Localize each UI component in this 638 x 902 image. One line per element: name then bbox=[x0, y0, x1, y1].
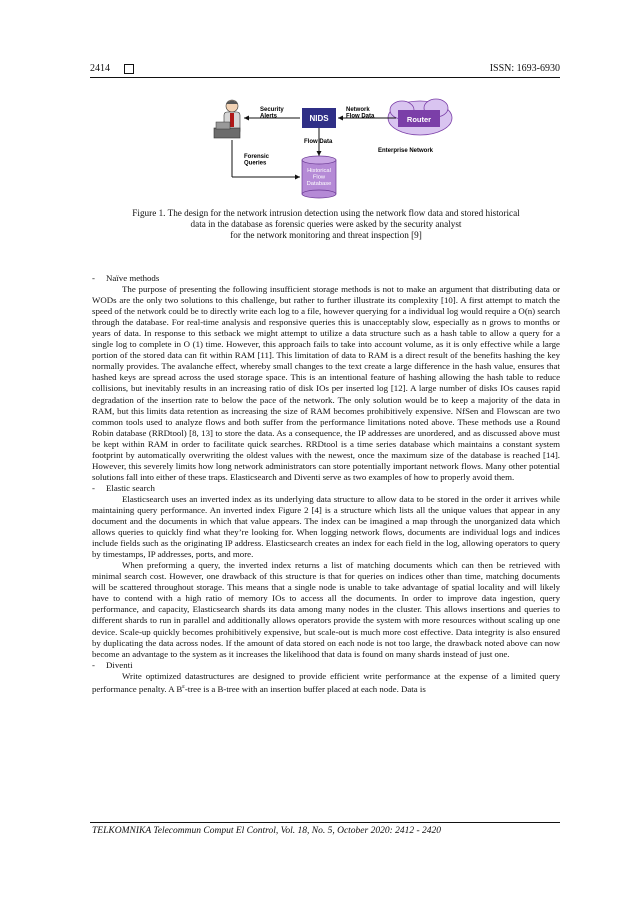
security-alerts-label: Security Alerts bbox=[260, 107, 284, 120]
square-glyph bbox=[124, 64, 134, 74]
paragraph: Write optimized datastructures are designed to provide efficient write performance at the expense of a limited query performance penalty. A $B^\varepsilon$-tree is a B-tree with an insertion buffer placed at each node. Data is bbox=[92, 670, 560, 694]
nids-label: NIDS bbox=[309, 114, 329, 123]
page-number: 2414 bbox=[90, 63, 110, 74]
header-rule bbox=[90, 77, 560, 78]
section-heading-diventi: - Diventi bbox=[92, 659, 133, 670]
body-text bbox=[92, 273, 560, 695]
nids-architecture-diagram bbox=[212, 94, 458, 206]
paragraph: Elasticsearch uses an inverted index as its underlying data structure to allow data to be stored in the order it arrives while maintaining query performance. An inverted index Figure 2 [4] is a structure which lists all the unique values that appear in any document and the documents in which that value appears. The index can be imagined a map through the unorganized data which allows queries to quickly find what they’re looking for. When logging network flows, documents are individual logs and indices include fields such as the originating IP address. Elasticsearch creates an index for each field in the log, allowing operators to query by timestamps, IP addresses, ports, and more. bbox=[92, 493, 560, 560]
historical-db-label: Historical Flow Database bbox=[306, 168, 332, 187]
figure-caption bbox=[92, 208, 560, 241]
flow-data-label: Flow Data bbox=[304, 139, 333, 145]
page-footer: TELKOMNIKA Telecommun Comput El Control, Vol. 18, No. 5, October 2020: 2412 - 2420 bbox=[92, 826, 442, 836]
footer-rule bbox=[90, 822, 560, 823]
caption-line: Figure 1. The design for the network intrusion detection using the network flow data and stored historical bbox=[132, 208, 520, 218]
page-header bbox=[90, 63, 560, 77]
forensic-queries-label: Forensic Queries bbox=[244, 154, 270, 167]
caption-line: data in the database as forensic queries were asked by the security analyst bbox=[190, 219, 462, 229]
paragraph: The purpose of presenting the following insufficient storage methods is not to make an argument that distributing data or WODs are the only two solutions to this challenge, but rather to further illustrate its complexity [10]. A first attempt to match the speed of the network could be to directly write each log to a file, however querying for a individual log would require a O(n) search through the database. For real-time analysis and responsive queries this is unacceptably slow, especially as n grows to months or years of data. In response to this setback we might attempt to utilize a data structure such as a hash table to allow a query for a single log to complete in O (1) time. However, this approach fails to take into account volume, as it is only effective while a large portion of the stored data can fit within RAM [11]. This limitation of data to RAM is a direct result of the benefits hashing the key normally provides. The avalanche effect, whereby small changes to the text create a large difference in the hash value, ensures that hashed keys are spread across the used storage space. This is an intentional feature of hashing allowing the hash table to reduce collisions, but inevitably results in an increasing ratio of disk IOs per inserted log [12]. A large number of disks IOs causes rapid degradation of the insertion rate to below the pace of the network. The only solution would be to keep a majority of the data in RAM, but this limits data retention as increasing the size of RAM becomes prohibitively expensive. NfSen and Flowscan are two common tools used to analyze flows and both suffer from the performance limitations noted above. These methods use a Round Robin database (RRDtool) [8, 13] to store the data. As a consequence, the IP addresses are unordered, and as discussed above must be kept within RAM in order to facilitate quick searches. RRDtool is a time series database which maintains a constant system footprint by automatically overwriting the oldest values with the newest, once the maximum size of the database is reached [14]. However, this severely limits how long network administrators can store potentially important network flows. Many other potential solutions fall into either of these traps. Elasticsearch and Diventi serve as two examples of how to properly avoid them. bbox=[92, 284, 560, 482]
section-heading-naive: - Naïve methods bbox=[92, 273, 160, 283]
figure-1 bbox=[212, 94, 458, 206]
security-analyst-icon bbox=[214, 100, 240, 138]
enterprise-network-label: Enterprise Network bbox=[378, 148, 434, 154]
issn: ISSN: 1693-6930 bbox=[489, 63, 560, 74]
router-label: Router bbox=[406, 115, 432, 124]
paragraph: When preforming a query, the inverted index returns a list of matching documents which can then be retrieved with minimal search cost. However, one drawback of this structure is that for queries on indices other than time, matching documents will be scattered throughout storage. This means that a single node is unable to take advantage of spatial locality and will likely have to contend with a high ratio of memory IOs to access all the documents. In order to improve data ingestion, query performance, and capacity, Elasticsearch shards its data among many nodes in the cluster. This allows insertions and queries to different shards to run in parallel and additionally allows operators provide the system with more resources without scaling up one device. Scale-up quickly becomes prohibitively expensive, but scale-out is much more cost effective. Data integrity is also ensured by duplicating the data across nodes. If the amount of data stored on each node is not too large, the drawback noted above can now become an advantage to the system as it increases the likelihood that data is found on many shards instead of just one. bbox=[92, 560, 560, 659]
network-flow-data-label: Network Flow Data bbox=[346, 107, 375, 120]
section-heading-elastic: - Elastic search bbox=[92, 482, 155, 493]
caption-line: for the network monitoring and threat inspection [9] bbox=[230, 230, 422, 240]
